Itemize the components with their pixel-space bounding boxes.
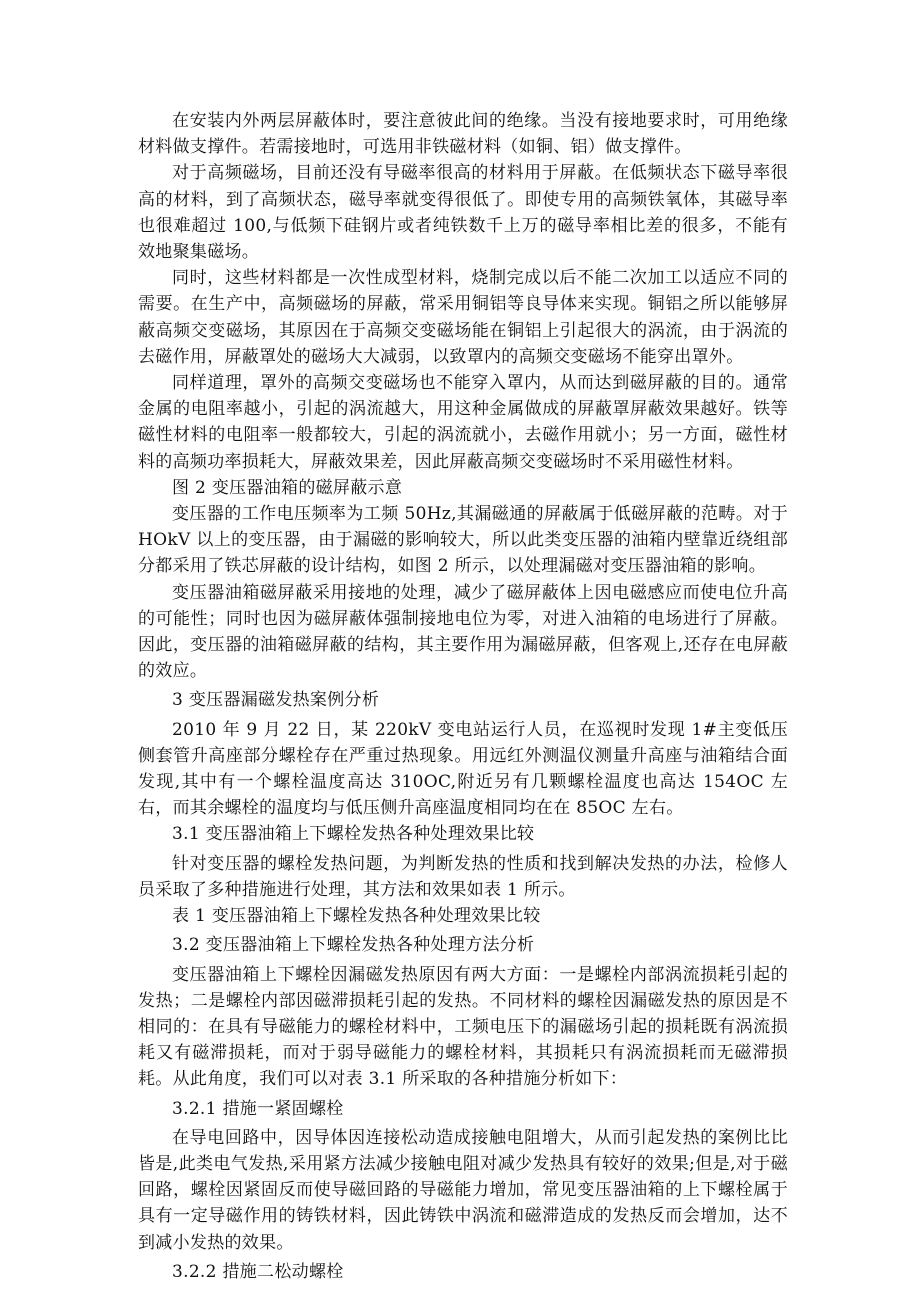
- paragraph-case-description: 2010 年 9 月 22 日，某 220kV 变电站运行人员，在巡视时发现 1#主变低压侧套管升高座部分螺栓存在严重过热现象。用远红外测温仪测量升高座与油箱结合面发现,其中有一个螺栓温度高达 310OC,附近另有几颗螺栓温度也高达 154OC 左右，而其余螺栓的温度均与低压侧升高座温度相同均在在 85OC 左右。: [138, 719, 788, 819]
- section-3-2-heading: 3.2 变压器油箱上下螺栓发热各种处理方法分析: [172, 935, 535, 956]
- figure-2-caption: 图 2 变压器油箱的磁屏蔽示意: [172, 477, 403, 498]
- section-3-1-heading: 3.1 变压器油箱上下螺栓发热各种处理效果比较: [172, 824, 535, 845]
- paragraph-transformer-frequency: 变压器的工作电压频率为工频 50Hz,其漏磁通的屏蔽属于低磁屏蔽的范畴。对于 HOkV 以上的变压器，由于漏磁的影响较大，所以此类变压器的油箱内壁靠近绕组部分都采用了铁芯屏蔽的设计结构，如图 2 所示，以处理漏磁对变压器油箱的影响。: [138, 504, 788, 577]
- paragraph-tighten-bolts: 在导电回路中，因导体因连接松动造成接触电阻增大，从而引起发热的案例比比皆是,此类电气发热,采用紧方法减少接触电阻对减少发热具有较好的效果;但是,对于磁回路，螺栓因紧固反而使导磁回路的导磁能力增加，常见变压器油箱的上下螺栓属于具有一定导磁作用的铸铁材料，因此铸铁中涡流和磁滞造成的发热反而会增加，达不到减小发热的效果。: [138, 1127, 788, 1253]
- section-3-2-1-heading: 3.2.1 措施一紧固螺栓: [172, 1098, 344, 1119]
- paragraph-insulation: 在安装内外两层屏蔽体时，要注意彼此间的绝缘。当没有接地要求时，可用绝缘材料做支撑件。若需接地时，可选用非铁磁材料（如铜、铝）做支撑件。: [138, 111, 788, 158]
- paragraph-copper-aluminum-shielding: 同时，这些材料都是一次性成型材料，烧制完成以后不能二次加工以适应不同的需要。在生产中，高频磁场的屏蔽，常采用铜铝等良导体来实现。铜铝之所以能够屏蔽高频交变磁场，其原因在于高频交变磁场能在铜铝上引起很大的涡流，由于涡流的去磁作用，屏蔽罩处的磁场大大减弱，以致罩内的高频交变磁场不能穿出罩外。: [138, 268, 788, 367]
- paragraph-loss-analysis: 变压器油箱上下螺栓因漏磁发热原因有两大方面：一是螺栓内部涡流损耗引起的发热；二是螺栓内部因磁滞损耗引起的发热。不同材料的螺栓因漏磁发热的原因是不相同的：在具有导磁能力的螺栓材料中，工频电压下的漏磁场引起的损耗既有涡流损耗又有磁滞损耗，而对于弱导磁能力的螺栓材料，其损耗只有涡流损耗而无磁滞损耗。从此角度，我们可以对表 3.1 所采取的各种措施分析如下：: [138, 964, 788, 1090]
- document-body: [138, 108, 788, 1285]
- paragraph-eddy-current: 同样道理，罩外的高频交变磁场也不能穿入罩内，从而达到磁屏蔽的目的。通常金属的电阻率越小，引起的涡流越大，用这种金属做成的屏蔽罩屏蔽效果越好。铁等磁性材料的电阻率一般都较大，引起的涡流就小，去磁作用就小；另一方面，磁性材料的高频功率损耗大，屏蔽效果差，因此屏蔽高频交变磁场时不采用磁性材料。: [138, 373, 788, 472]
- paragraph-high-frequency-field: 对于高频磁场，目前还没有导磁率很高的材料用于屏蔽。在低频状态下磁导率很高的材料，到了高频状态，磁导率就变得很低了。即使专用的高频铁氧体，其磁导率也很难超过 100,与低频下硅钢片或者纯铁数千上万的磁导率相比差的很多，不能有效地聚集磁场。: [138, 163, 788, 263]
- table-1-caption: 表 1 变压器油箱上下螺栓发热各种处理效果比较: [172, 906, 541, 927]
- paragraph-grounding: 变压器油箱磁屏蔽采用接地的处理，减少了磁屏蔽体上因电磁感应而使电位升高的可能性；同时也因为磁屏蔽体强制接地电位为零，对进入油箱的电场进行了屏蔽。因此，变压器的油箱磁屏蔽的结构，其主要作用为漏磁屏蔽，但客观上,还存在电屏蔽的效应。: [138, 582, 788, 682]
- section-3-2-2-heading: 3.2.2 措施二松动螺栓: [172, 1261, 344, 1282]
- paragraph-measures-intro: 针对变压器的螺栓发热问题，为判断发热的性质和找到解决发热的办法，检修人员采取了多种措施进行处理，其方法和效果如表 1 所示。: [138, 853, 788, 900]
- section-3-heading: 3 变压器漏磁发热案例分析: [172, 690, 380, 711]
